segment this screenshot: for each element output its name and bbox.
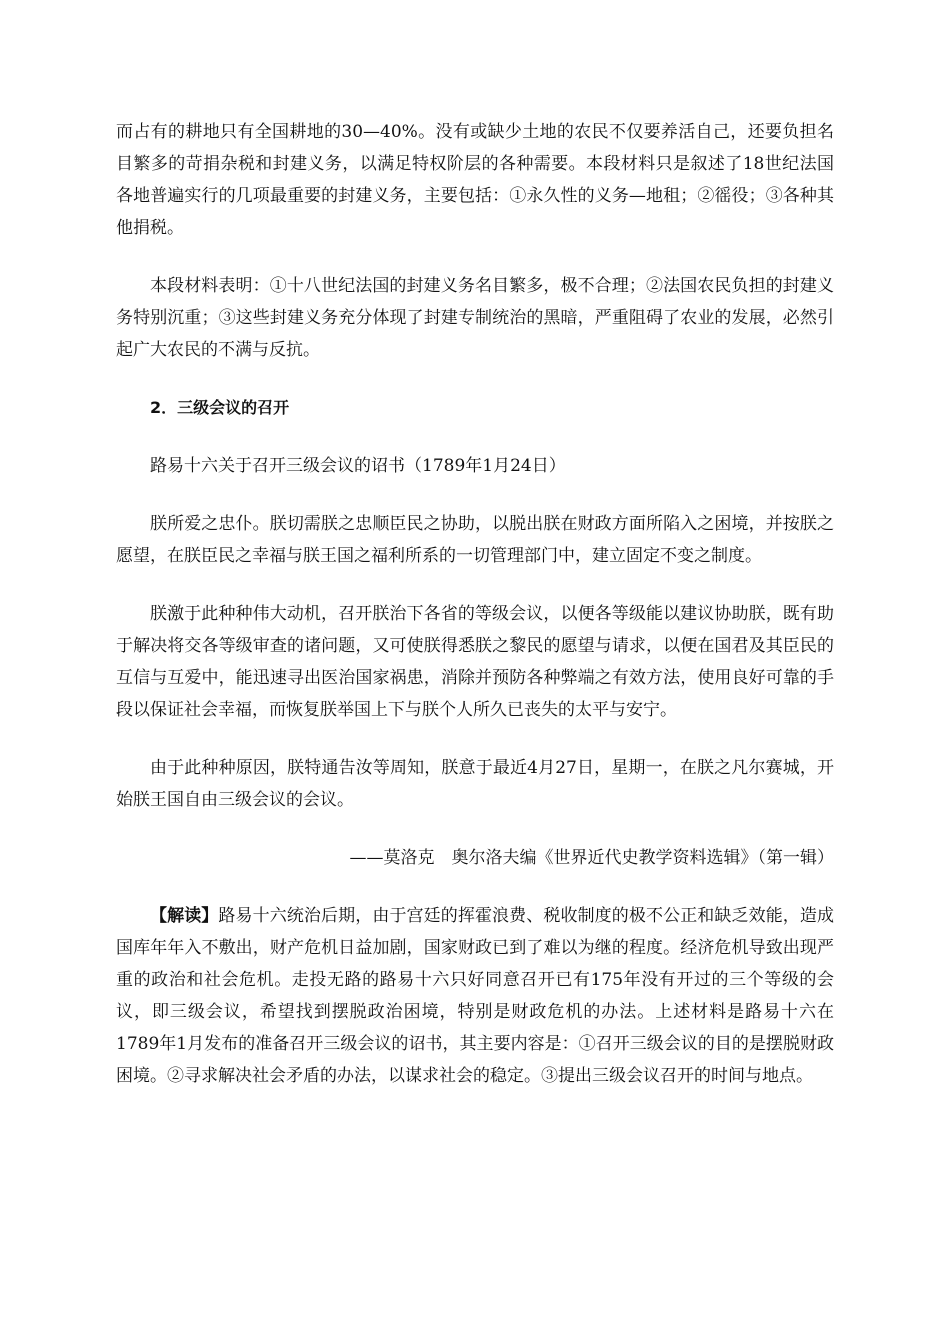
- interpretation-text: 路易十六统治后期，由于宫廷的挥霍浪费、税收制度的极不公正和缺乏效能，造成国库年年入不敷出，财产危机日益加剧，国家财政已到了难以为继的程度。经济危机导致出现严重的政治和社会危机。走投无路的路易十六只好同意召开已有175年没有开过的三个等级的会议，即三级会议，希望找到摆脱政治困境，特别是财政危机的办法。上述材料是路易十六在1789年1月发布的准备召开三级会议的诏书，其主要内容是：①召开三级会议的目的是摆脱财政困境。②寻求解决社会矛盾的办法，以谋求社会的稳定。③提出三级会议召开的时间与地点。: [116, 906, 835, 1086]
- paragraph-material-summary: 本段材料表明：①十八世纪法国的封建义务名目繁多，极不合理；②法国农民负担的封建义务特别沉重；③这些封建义务充分体现了封建专制统治的黑暗，严重阻碍了农业的发展，必然引起广大农民的不满与反抗。: [116, 276, 834, 360]
- edict-paragraph-2: 朕激于此种种伟大动机，召开朕治下各省的等级会议，以便各等级能以建议协助朕，既有助于解决将交各等级审查的诸问题，又可使朕得悉朕之黎民的愿望与请求，以便在国君及其臣民的互信与互爱中，能迅速寻出医治国家祸患，消除并预防各种弊端之有效方法，使用良好可靠的手段以保证社会幸福，而恢复朕举国上下与朕个人所久已丧失的太平与安宁。: [116, 604, 834, 720]
- edict-paragraph-3: 由于此种种原因，朕特通告汝等周知，朕意于最近4月27日，星期一，在朕之凡尔赛城，开始朕王国自由三级会议的会议。: [116, 758, 834, 810]
- paragraph-feudal-obligations: 而占有的耕地只有全国耕地的30—40%。没有或缺少土地的农民不仅要养活自己，还要负担名目繁多的苛捐杂税和封建义务，以满足特权阶层的各种需要。本段材料只是叙述了18世纪法国各地普遍实行的几项最重要的封建义务，主要包括：①永久性的义务—地租；②徭役；③各种其他捐税。: [116, 122, 834, 238]
- edict-title: 路易十六关于召开三级会议的诏书（1789年1月24日）: [150, 456, 566, 476]
- interpretation-label: 【解读】: [150, 906, 219, 926]
- section-heading: 2．三级会议的召开: [150, 398, 290, 417]
- interpretation-paragraph: [116, 900, 834, 1092]
- edict-paragraph-1: 朕所爱之忠仆。朕切需朕之忠顺臣民之协助，以脱出朕在财政方面所陷入之困境，并按朕之愿望，在朕臣民之幸福与朕王国之福利所系的一切管理部门中，建立固定不变之制度。: [116, 514, 834, 566]
- source-citation: ——莫洛克 奥尔洛夫编《世界近代史教学资料选辑》（第一辑）: [349, 848, 834, 868]
- document-body: [116, 116, 834, 1092]
